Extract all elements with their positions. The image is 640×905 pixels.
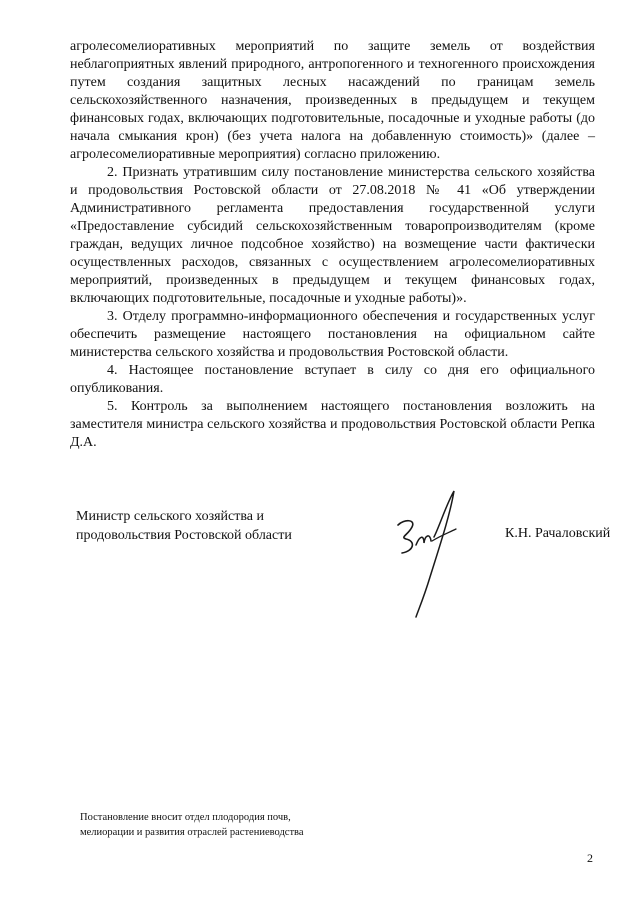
paragraph-3: 3. Отделу программно-информационного обеспечения и государственных услуг обеспечить размещение настоящего постановления на официальном сайте министерства сельского хозяйства и продовольствия Ростовской области. (70, 309, 595, 360)
paragraph-4: 4. Настоящее постановление вступает в силу со дня его официального опубликования. (70, 363, 595, 396)
signatory-title-line-2: продовольствия Ростовской области (76, 528, 292, 543)
page-number: 2 (587, 851, 593, 865)
signatory-title-line-1: Министр сельского хозяйства и (76, 509, 264, 524)
paragraph-5: 5. Контроль за выполнением настоящего постановления возложить на заместителя министра сельского хозяйства и продовольствия Ростовской области Репка Д.А. (70, 399, 595, 450)
document-body (70, 38, 595, 452)
paragraph-2: 2. Признать утратившим силу постановление министерства сельского хозяйства и продовольствия Ростовской области от 27.08.2018 № 41 «Об утверждении Административного регламента предоставления государственной услуги «Предоставление субсидий сельскохозяйственным товаропроизводителям (кроме граждан, ведущих личное подсобное хозяйство) на возмещение части фактически осуществленных расходов, связанных с осуществлением агролесомелиоративных мероприятий, произведенных в предыдущем и текущем финансовых годах, включающих подготовительные, посадочные и уходные работы)». (70, 165, 595, 306)
footer-note-line-2: мелиорации и развития отраслей растениеводства (80, 827, 304, 838)
handwritten-signature (390, 485, 470, 620)
footer-note (80, 810, 304, 840)
signatory-title (76, 507, 336, 545)
signatory-name: К.Н. Рачаловский (505, 526, 611, 541)
paragraph-continuation: агролесомелиоративных мероприятий по защите земель от воздействия неблагоприятных явлений природного, антропогенного и техногенного происхождения путем создания защитных лесных насаждений по границам земель сельскохозяйственного назначения, произведенных в предыдущем и текущем финансовых годах, включающих подготовительные, посадочные и уходные работы (до начала смыкания крон) (без учета налога на добавленную стоимость)» (далее – агролесомелиоративные мероприятия) согласно приложению. (70, 39, 595, 162)
footer-note-line-1: Постановление вносит отдел плодородия почв, (80, 812, 291, 823)
